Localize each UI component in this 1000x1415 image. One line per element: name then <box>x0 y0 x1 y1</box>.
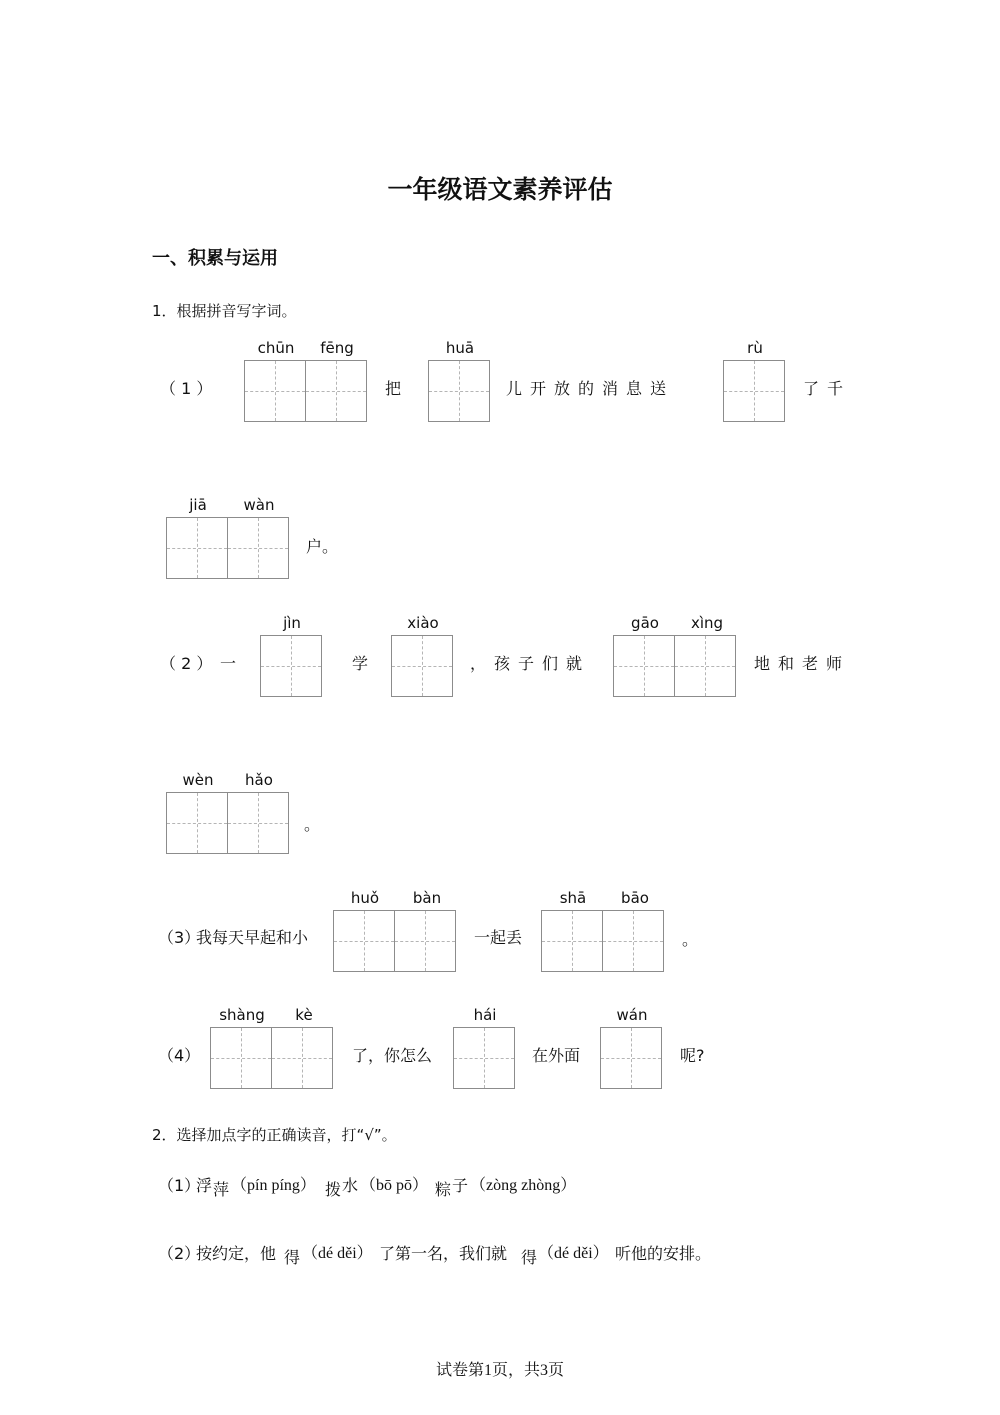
writing-box[interactable] <box>723 360 785 422</box>
pinyin: hái <box>473 1006 497 1024</box>
sentence-text: 呢? <box>680 1046 705 1065</box>
reading-options: （pín píng） <box>231 1177 316 1194</box>
sentence-text: 一 <box>220 654 237 673</box>
pinyin: kè <box>295 1006 313 1024</box>
pinyin: wàn <box>243 496 275 514</box>
writing-box[interactable] <box>227 792 289 854</box>
q1-s2-number: （ 2 ） <box>160 654 213 673</box>
writing-box[interactable] <box>244 360 306 422</box>
sentence-text: 了，你怎么 <box>352 1046 433 1065</box>
sentence-text: 按约定，他 <box>196 1244 277 1263</box>
q1-s4-number: （4） <box>158 1046 201 1065</box>
q1-s1-number: （ 1 ） <box>160 379 213 398</box>
sentence-text: 学 <box>352 654 369 673</box>
sentence-text: 。 <box>682 930 699 949</box>
writing-box-group[interactable] <box>260 635 322 697</box>
sentence-text: 我每天早起和小 <box>196 928 309 947</box>
sentence-text: 把 <box>385 379 402 398</box>
sentence-text: 儿开放的消息送 <box>506 379 675 398</box>
writing-box[interactable] <box>453 1027 515 1089</box>
writing-box[interactable] <box>541 910 603 972</box>
section-heading: 一、积累与运用 <box>152 248 278 269</box>
pinyin: bàn <box>412 889 442 907</box>
pinyin: fēng <box>320 339 354 357</box>
writing-box-group[interactable] <box>166 792 289 854</box>
writing-box[interactable] <box>305 360 367 422</box>
writing-box-group[interactable] <box>210 1027 333 1089</box>
sentence-text: 听他的安排。 <box>615 1244 712 1263</box>
pinyin: jiā <box>189 496 207 514</box>
writing-box[interactable] <box>166 517 228 579</box>
writing-box[interactable] <box>394 910 456 972</box>
writing-box-group[interactable] <box>723 360 785 422</box>
writing-box[interactable] <box>166 792 228 854</box>
writing-box[interactable] <box>260 635 322 697</box>
pinyin: shàng <box>219 1006 265 1024</box>
writing-box-group[interactable] <box>166 517 289 579</box>
writing-box-group[interactable] <box>391 635 453 697</box>
dotted-character: 粽 <box>435 1180 452 1199</box>
dotted-character: 萍 <box>213 1180 230 1199</box>
sentence-text: 水 <box>342 1176 359 1195</box>
writing-box[interactable] <box>674 635 736 697</box>
pinyin: hǎo <box>245 771 273 789</box>
q2-s1-number: （1） <box>158 1176 201 1195</box>
pinyin: wán <box>616 1006 648 1024</box>
writing-box-group[interactable] <box>333 910 456 972</box>
reading-options: （dé děi） <box>538 1245 609 1262</box>
pinyin: jìn <box>283 614 301 632</box>
dotted-character: 得 <box>521 1248 538 1267</box>
writing-box[interactable] <box>391 635 453 697</box>
pinyin: xìng <box>690 614 724 632</box>
writing-box-group[interactable] <box>244 360 367 422</box>
writing-box[interactable] <box>428 360 490 422</box>
pinyin: bāo <box>621 889 649 907</box>
writing-box[interactable] <box>227 517 289 579</box>
writing-box[interactable] <box>210 1027 272 1089</box>
sentence-text: 了千 <box>803 379 852 398</box>
writing-box[interactable] <box>602 910 664 972</box>
sentence-text: 一起丢 <box>474 928 523 947</box>
writing-box-group[interactable] <box>600 1027 662 1089</box>
dotted-character: 拨 <box>325 1180 342 1199</box>
sentence-text: 地和老师 <box>754 654 851 673</box>
sentence-text: 在外面 <box>532 1046 581 1065</box>
writing-box[interactable] <box>333 910 395 972</box>
dotted-character: 得 <box>284 1248 301 1267</box>
writing-box-group[interactable] <box>613 635 736 697</box>
writing-box[interactable] <box>271 1027 333 1089</box>
q2-s2-number: （2） <box>158 1244 201 1263</box>
question-1-label: 1．根据拼音写字词。 <box>152 302 297 320</box>
writing-box[interactable] <box>613 635 675 697</box>
pinyin: shā <box>559 889 587 907</box>
sentence-text: 户。 <box>306 537 339 556</box>
reading-options: （bō pō） <box>360 1177 429 1194</box>
reading-options: （zòng zhòng） <box>470 1177 577 1194</box>
pinyin: huā <box>445 339 475 357</box>
pinyin: rù <box>747 339 763 357</box>
page-title: 一年级语文素养评估 <box>387 175 613 204</box>
pinyin: huǒ <box>350 889 380 907</box>
writing-box[interactable] <box>600 1027 662 1089</box>
reading-options: （dé děi） <box>302 1245 373 1262</box>
question-2-label: 2．选择加点字的正确读音，打“√”。 <box>152 1126 397 1144</box>
sentence-text: ，孩子们就 <box>470 654 591 673</box>
sentence-text: 了第一名，我们就 <box>379 1244 508 1263</box>
pinyin: gāo <box>631 614 659 632</box>
writing-box-group[interactable] <box>428 360 490 422</box>
q1-s3-number: （3） <box>158 928 201 947</box>
writing-box-group[interactable] <box>541 910 664 972</box>
writing-box-group[interactable] <box>453 1027 515 1089</box>
pinyin: chūn <box>257 339 295 357</box>
sentence-text: 。 <box>304 815 321 834</box>
pinyin: wèn <box>182 771 214 789</box>
pinyin: xiào <box>407 614 439 632</box>
sentence-text: 子 <box>452 1176 469 1195</box>
page-footer: 试卷第1页，共3页 <box>435 1362 564 1379</box>
sentence-text: 浮 <box>196 1176 213 1195</box>
